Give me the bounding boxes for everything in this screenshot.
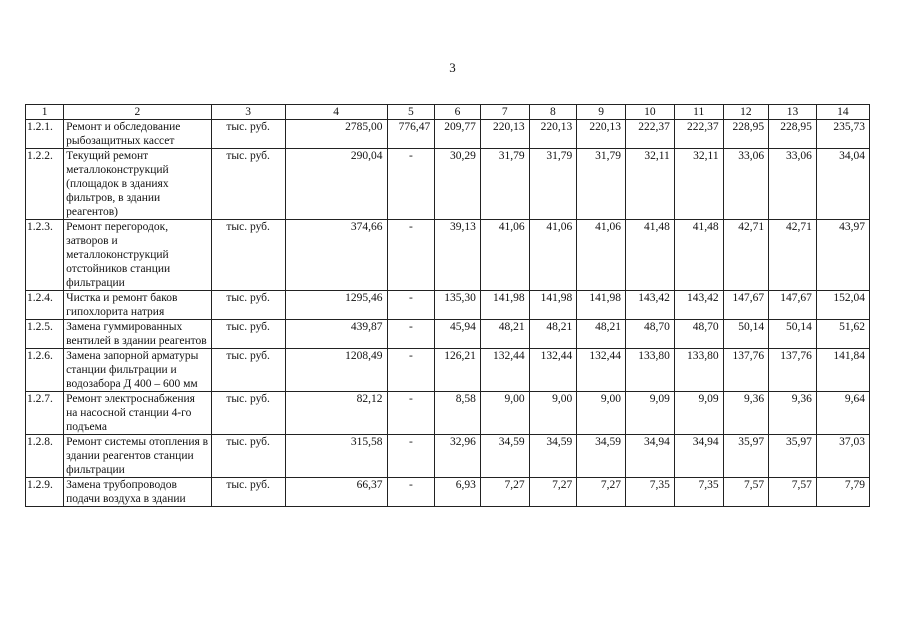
row-value: 41,48 [626, 220, 675, 291]
table-row [26, 120, 870, 149]
row-name: Замена гуммированных вентилей в здании реагентов [64, 320, 211, 349]
page-number: 3 [449, 60, 456, 75]
header-row [26, 105, 870, 120]
column-header: 14 [816, 105, 869, 120]
row-value: 32,96 [435, 435, 481, 478]
row-total: 66,37 [285, 478, 387, 507]
column-header: 5 [387, 105, 435, 120]
table-row [26, 392, 870, 435]
row-value: 30,29 [435, 149, 481, 220]
row-value: 132,44 [577, 349, 626, 392]
column-header: 7 [480, 105, 529, 120]
row-unit: тыс. руб. [211, 120, 285, 149]
row-value: 48,21 [529, 320, 577, 349]
row-name: Ремонт электроснабжения на насосной станции 4-го подъема [64, 392, 211, 435]
table-row [26, 478, 870, 507]
row-name: Чистка и ремонт баков гипохлорита натрия [64, 291, 211, 320]
table-row [26, 149, 870, 220]
row-name: Замена трубопроводов подачи воздуха в здании [64, 478, 211, 507]
row-value: 222,37 [626, 120, 675, 149]
row-value: 147,67 [723, 291, 769, 320]
table-row [26, 349, 870, 392]
table-row [26, 320, 870, 349]
row-value: 228,95 [769, 120, 817, 149]
row-value: 31,79 [480, 149, 529, 220]
row-code: 1.2.2. [26, 149, 64, 220]
row-value: 141,98 [480, 291, 529, 320]
column-header: 12 [723, 105, 769, 120]
row-value: 8,58 [435, 392, 481, 435]
row-unit: тыс. руб. [211, 435, 285, 478]
column-header: 10 [626, 105, 675, 120]
row-value: 222,37 [674, 120, 723, 149]
row-value: 132,44 [480, 349, 529, 392]
row-unit: тыс. руб. [211, 220, 285, 291]
row-code: 1.2.3. [26, 220, 64, 291]
row-value: 41,06 [529, 220, 577, 291]
row-value: 7,79 [816, 478, 869, 507]
column-header: 13 [769, 105, 817, 120]
row-unit: тыс. руб. [211, 392, 285, 435]
row-value: 228,95 [723, 120, 769, 149]
row-value: 34,59 [480, 435, 529, 478]
row-value: 35,97 [723, 435, 769, 478]
column-header: 3 [211, 105, 285, 120]
row-unit: тыс. руб. [211, 149, 285, 220]
row-value: 132,44 [529, 349, 577, 392]
row-value: 42,71 [723, 220, 769, 291]
row-value: 9,36 [769, 392, 817, 435]
row-value: 41,06 [577, 220, 626, 291]
row-total: 315,58 [285, 435, 387, 478]
row-value: 137,76 [769, 349, 817, 392]
column-header: 11 [674, 105, 723, 120]
row-code: 1.2.9. [26, 478, 64, 507]
row-value: 45,94 [435, 320, 481, 349]
row-value: 143,42 [626, 291, 675, 320]
row-value: 220,13 [480, 120, 529, 149]
row-code: 1.2.7. [26, 392, 64, 435]
row-total: 374,66 [285, 220, 387, 291]
row-value: 7,27 [577, 478, 626, 507]
row-value: 135,30 [435, 291, 481, 320]
row-value: 48,70 [626, 320, 675, 349]
row-value: 141,98 [577, 291, 626, 320]
row-value: 33,06 [723, 149, 769, 220]
row-total: 290,04 [285, 149, 387, 220]
row-value: 48,70 [674, 320, 723, 349]
row-value: 776,47 [387, 120, 435, 149]
row-value: - [387, 392, 435, 435]
row-value: 42,71 [769, 220, 817, 291]
row-value: 34,94 [674, 435, 723, 478]
row-value: - [387, 291, 435, 320]
row-value: 9,09 [674, 392, 723, 435]
row-value: 220,13 [529, 120, 577, 149]
row-code: 1.2.8. [26, 435, 64, 478]
row-value: 31,79 [577, 149, 626, 220]
column-header: 4 [285, 105, 387, 120]
row-name: Ремонт системы отопления в здании реагентов станции фильтрации [64, 435, 211, 478]
column-header: 6 [435, 105, 481, 120]
row-total: 2785,00 [285, 120, 387, 149]
row-value: 126,21 [435, 349, 481, 392]
row-value: 41,06 [480, 220, 529, 291]
row-value: 209,77 [435, 120, 481, 149]
row-value: - [387, 349, 435, 392]
row-value: 32,11 [626, 149, 675, 220]
row-unit: тыс. руб. [211, 291, 285, 320]
row-value: 33,06 [769, 149, 817, 220]
row-value: 133,80 [626, 349, 675, 392]
row-name: Замена запорной арматуры станции фильтрации и водозабора Д 400 – 600 мм [64, 349, 211, 392]
row-value: 35,97 [769, 435, 817, 478]
row-value: 137,76 [723, 349, 769, 392]
column-header: 8 [529, 105, 577, 120]
row-value: - [387, 149, 435, 220]
row-name: Ремонт и обследование рыбозащитных кассет [64, 120, 211, 149]
row-value: - [387, 435, 435, 478]
row-value: 41,48 [674, 220, 723, 291]
column-header: 2 [64, 105, 211, 120]
row-total: 1295,46 [285, 291, 387, 320]
row-value: 34,04 [816, 149, 869, 220]
row-value: 235,73 [816, 120, 869, 149]
row-total: 82,12 [285, 392, 387, 435]
row-code: 1.2.4. [26, 291, 64, 320]
row-value: 7,27 [529, 478, 577, 507]
row-total: 439,87 [285, 320, 387, 349]
row-value: 7,27 [480, 478, 529, 507]
row-value: 48,21 [577, 320, 626, 349]
row-name: Ремонт перегородок, затворов и металлоконструкций отстойников станции фильтрации [64, 220, 211, 291]
row-code: 1.2.6. [26, 349, 64, 392]
row-value: 220,13 [577, 120, 626, 149]
row-value: - [387, 320, 435, 349]
row-total: 1208,49 [285, 349, 387, 392]
row-value: 32,11 [674, 149, 723, 220]
row-code: 1.2.5. [26, 320, 64, 349]
row-value: 39,13 [435, 220, 481, 291]
row-value: 7,57 [723, 478, 769, 507]
row-value: - [387, 220, 435, 291]
row-value: 9,09 [626, 392, 675, 435]
row-value: 147,67 [769, 291, 817, 320]
row-unit: тыс. руб. [211, 349, 285, 392]
row-value: 34,59 [577, 435, 626, 478]
table-row [26, 291, 870, 320]
row-value: 6,93 [435, 478, 481, 507]
row-value: 152,04 [816, 291, 869, 320]
column-header: 1 [26, 105, 64, 120]
row-value: 34,94 [626, 435, 675, 478]
row-unit: тыс. руб. [211, 320, 285, 349]
row-value: 9,00 [529, 392, 577, 435]
row-name: Текущий ремонт металлоконструкций (площадок в зданиях фильтров, в здании реагентов) [64, 149, 211, 220]
row-code: 1.2.1. [26, 120, 64, 149]
row-value: 31,79 [529, 149, 577, 220]
row-value: 141,98 [529, 291, 577, 320]
row-value: 141,84 [816, 349, 869, 392]
row-value: 9,36 [723, 392, 769, 435]
row-value: 133,80 [674, 349, 723, 392]
row-value: 9,00 [480, 392, 529, 435]
row-value: 51,62 [816, 320, 869, 349]
row-value: - [387, 478, 435, 507]
row-value: 48,21 [480, 320, 529, 349]
row-value: 7,35 [626, 478, 675, 507]
row-value: 50,14 [769, 320, 817, 349]
row-value: 50,14 [723, 320, 769, 349]
row-value: 7,57 [769, 478, 817, 507]
budget-table [25, 104, 870, 507]
row-value: 9,00 [577, 392, 626, 435]
row-value: 7,35 [674, 478, 723, 507]
row-unit: тыс. руб. [211, 478, 285, 507]
column-header: 9 [577, 105, 626, 120]
row-value: 43,97 [816, 220, 869, 291]
table-row [26, 435, 870, 478]
row-value: 9,64 [816, 392, 869, 435]
row-value: 34,59 [529, 435, 577, 478]
table-row [26, 220, 870, 291]
row-value: 143,42 [674, 291, 723, 320]
row-value: 37,03 [816, 435, 869, 478]
